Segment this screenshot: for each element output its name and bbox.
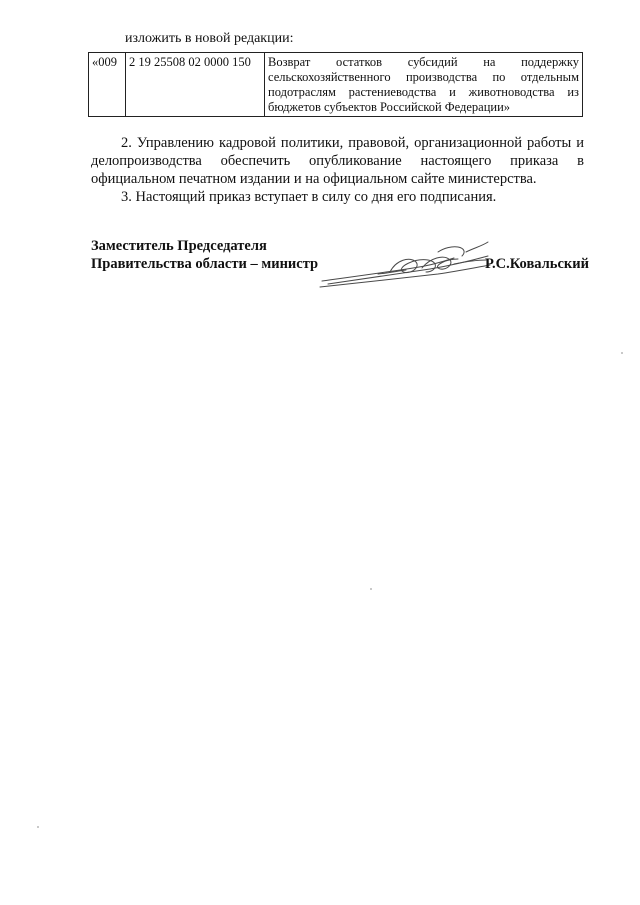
signatory-title-line2: Правительства области – министр <box>91 256 319 272</box>
signatory-title <box>91 237 318 273</box>
signatory-title-line1: Заместитель Председателя <box>91 238 267 254</box>
scan-speck <box>370 588 372 590</box>
admin-code-cell: «009 <box>89 53 126 117</box>
amendment-intro: изложить в новой редакции: <box>125 31 294 46</box>
signatory-name: Р.С.Ковальский <box>485 256 589 272</box>
kbk-code-cell: 2 19 25508 02 0000 150 <box>126 53 265 117</box>
scan-speck <box>37 826 39 828</box>
handwritten-signature <box>318 238 493 290</box>
description-cell: Возврат остатков субсидий на поддержку сельскохозяйственного производства по отдельным подотраслям растениеводства и животноводства из бюджетов субъектов Российской Федерации» <box>265 53 583 117</box>
scan-speck <box>621 352 623 354</box>
table-row <box>89 53 583 117</box>
paragraph-2: 2. Управлению кадровой политики, правовой, организационной работы и делопроизводства обеспечить опубликование настоящего приказа в официальном печатном издании и на официальном сайте министерства. <box>91 135 584 187</box>
amendment-table <box>88 52 583 117</box>
paragraph-3: 3. Настоящий приказ вступает в силу со дня его подписания. <box>121 189 497 205</box>
